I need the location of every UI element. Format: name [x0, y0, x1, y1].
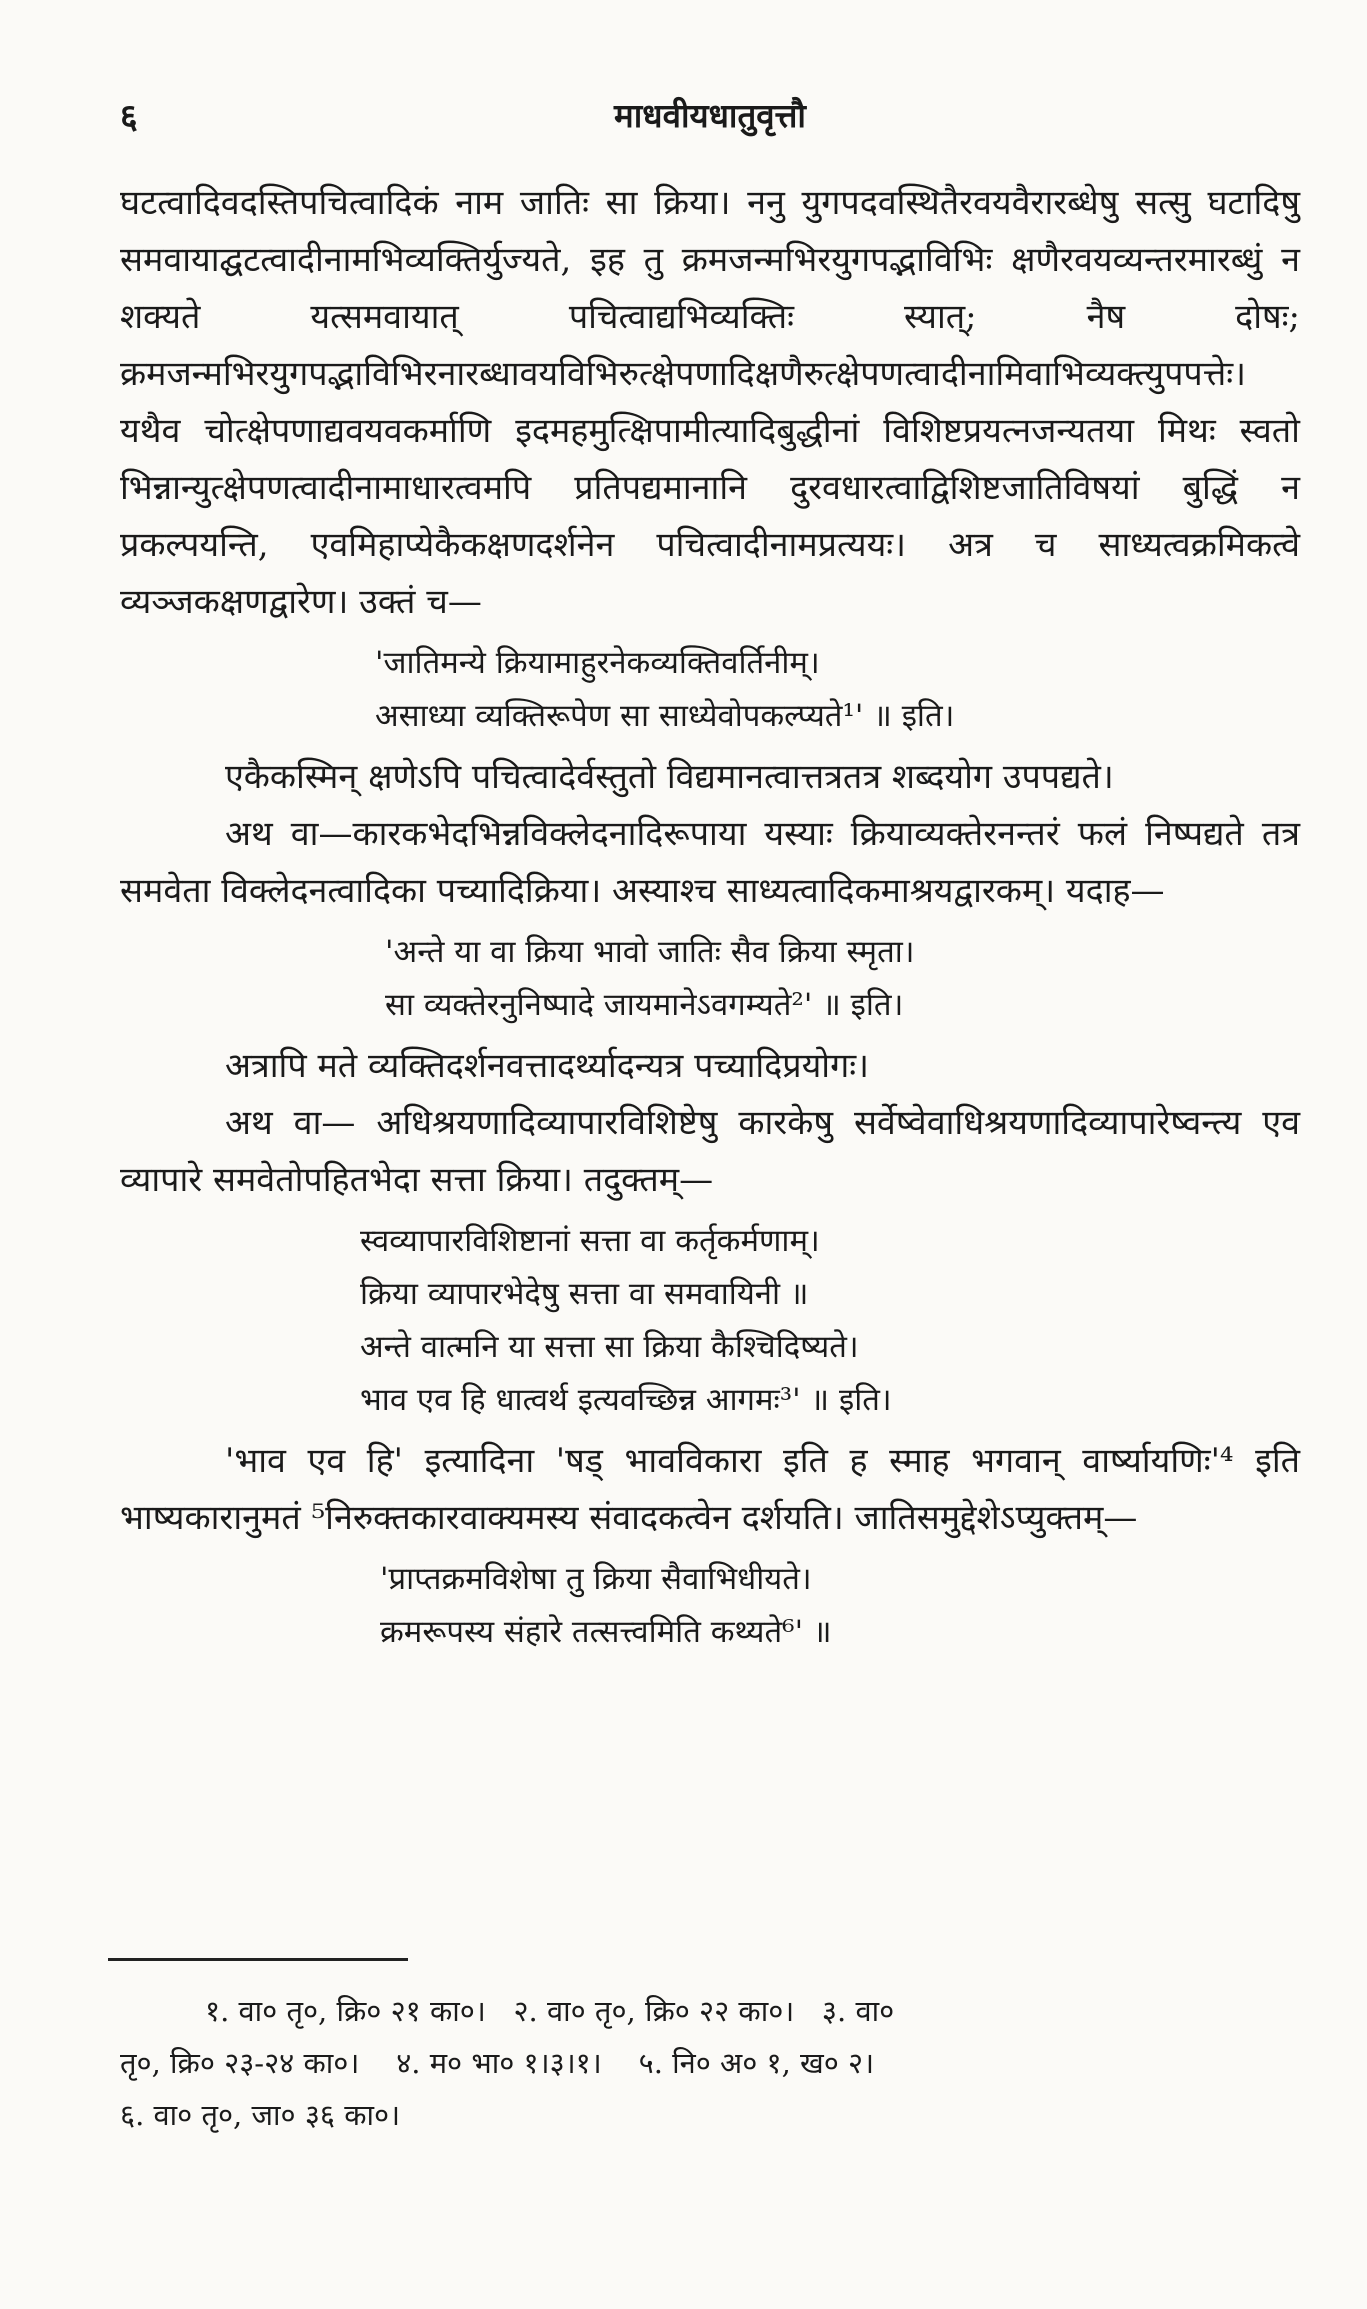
paragraph-6: 'भाव एव हि' इत्यादिना 'षड् भावविकारा इति ह स्माह भगवान् वार्ष्यायणिः'⁴ इति भाष्यकारानुमतं ⁵निरुक्तकारवाक्यमस्य संवादकत्वेन दर्शयति। जातिसमुद्देशेऽप्युक्तम्— [120, 1441, 1300, 1538]
page-header [120, 92, 1300, 142]
verse-3 [120, 1215, 1300, 1427]
footnote-divider [108, 1958, 408, 1961]
page-body [120, 175, 1300, 1665]
running-title: माधवीयधातुवृत्तौ [614, 96, 806, 135]
verse-4 [120, 1553, 1300, 1659]
verse-line: सा व्यक्तेरनुनिष्पादे जायमानेऽवगम्यते²' ॥ इति। [385, 987, 904, 1023]
verse-line: 'प्राप्तक्रमविशेषा तु क्रिया सैवाभिधीयते। [380, 1561, 812, 1597]
paragraph-3: अथ वा—कारकभेदभिन्नविक्लेदनादिरूपाया यस्याः क्रियाव्यक्तेरनन्तरं फलं निष्पद्यते तत्र समवेता विक्लेदनत्वादिका पच्यादिक्रिया। अस्याश्च साध्यत्वादिकमाश्रयद्वारकम्। यदाह— [120, 814, 1300, 911]
footnote-line: तृ०, क्रि० २३-२४ का०। ४. म० भा० १।३।१। ५. नि० अ० १, ख० २। [120, 2046, 875, 2080]
verse-line: स्वव्यापारविशिष्टानां सत्ता वा कर्तृकर्मणाम्। [360, 1223, 820, 1259]
verse-line: 'अन्ते या वा क्रिया भावो जातिः सैव क्रिया स्मृता। [385, 934, 915, 970]
verse-line: भाव एव हि धात्वर्थ इत्यवच्छिन्न आगमः³' ॥ इति। [360, 1382, 892, 1418]
verse-1 [120, 637, 1300, 743]
verse-line: क्रिया व्यापारभेदेषु सत्ता वा समवायिनी ॥ [360, 1276, 809, 1312]
paragraph-1: घटत्वादिवदस्तिपचित्वादिकं नाम जातिः सा क्रिया। ननु युगपदवस्थितैरवयवैरारब्धेषु सत्सु घटादिषु समवायाद्घटत्वादीनामभिव्यक्तिर्युज्यते, इह तु क्रमजन्मभिरयुगपद्भाविभिः क्षणैरवयव्यन्तरमारब्धुं न शक्यते यत्समवायात् पचित्वाद्यभिव्यक्तिः स्यात्; नैष दोषः; क्रमजन्मभिरयुगपद्भाविभिरनारब्धावयविभिरुत्क्षेपणादिक्षणैरुत्क्षेपणत्वादीनामिवाभिव्यक्त्युपपत्तेः। यथैव चोत्क्षेपणाद्यवयवकर्माणि इदमहमुत्क्षिपामीत्यादिबुद्धीनां विशिष्टप्रयत्नजन्यतया मिथः स्वतो भिन्नान्युत्क्षेपणत्वादीनामाधारत्वमपि प्रतिपद्यमानानि दुरवधारत्वाद्विशिष्टजातिविषयां बुद्धिं न प्रकल्पयन्ति, एवमिहाप्येकैकक्षणदर्शनेन पचित्वादीनामप्रत्ययः। अत्र च साध्यत्वक्रमिकत्वे व्यञ्जकक्षणद्वारेण। उक्तं च— [120, 183, 1300, 622]
verse-line: क्रमरूपस्य संहारे तत्सत्त्वमिति कथ्यते⁶' ॥ [380, 1614, 832, 1650]
verse-line: असाध्या व्यक्तिरूपेण सा साध्येवोपकल्प्यते¹' ॥ इति। [375, 698, 955, 734]
page-number: ६ [120, 97, 138, 137]
footnotes [120, 1985, 1300, 2141]
paragraph-5: अथ वा— अधिश्रयणादिव्यापारविशिष्टेषु कारकेषु सर्वेष्वेवाधिश्रयणादिव्यापारेष्वन्त्य एव व्यापारे समवेतोपहितभेदा सत्ता क्रिया। तदुक्तम्— [120, 1103, 1300, 1200]
verse-line: 'जातिमन्ये क्रियामाहुरनेकव्यक्तिवर्तिनीम्। [375, 645, 820, 681]
paragraph-4: अत्रापि मते व्यक्तिदर्शनवत्तादर्थ्यादन्यत्र पच्यादिप्रयोगः। [225, 1046, 870, 1086]
verse-2 [120, 926, 1300, 1032]
footnote-line: १. वा० तृ०, क्रि० २१ का०। २. वा० तृ०, क्रि० २२ का०। ३. वा० [205, 1994, 895, 2028]
footnote-line: ६. वा० तृ०, जा० ३६ का०। [120, 2098, 401, 2132]
paragraph-2: एकैकस्मिन् क्षणेऽपि पचित्वादेर्वस्तुतो विद्यमानत्वात्तत्रतत्र शब्दयोग उपपद्यते। [225, 757, 1114, 797]
verse-line: अन्ते वात्मनि या सत्ता सा क्रिया कैश्चिदिष्यते। [360, 1329, 859, 1365]
